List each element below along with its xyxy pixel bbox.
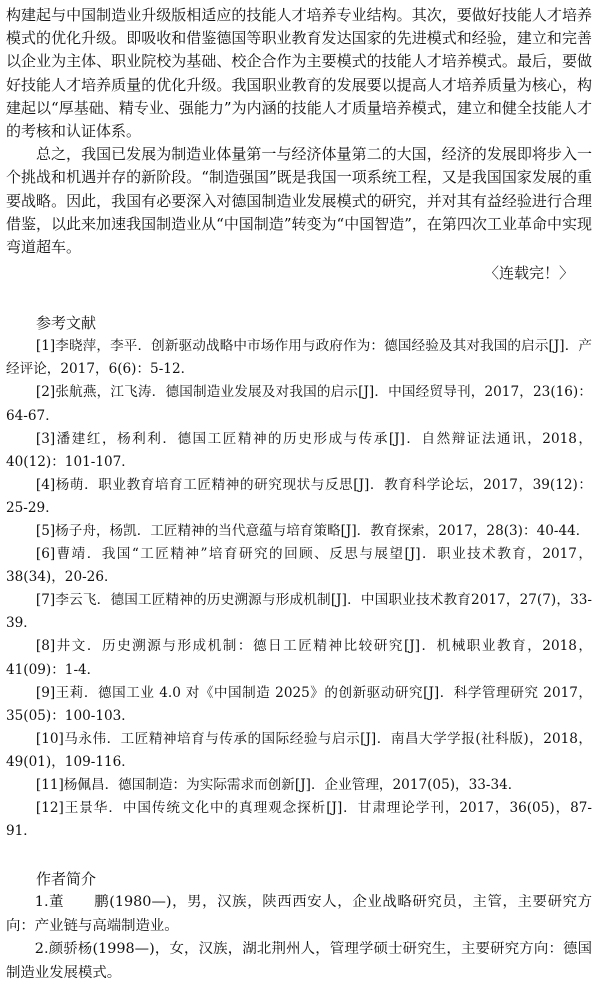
- author-bio-list: [6, 891, 592, 985]
- reference-item: [3]潘建红，杨利利．德国工匠精神的历史形成与传承[J]．自然辩证法通讯，2018，40(12)：101-107．: [6, 430, 592, 470]
- author-bio-item: 2.颜骄杨(1998—)，女，汉族，湖北荆州人，管理学硕士研究生，主要研究方向：德国制造业发展模式。: [6, 941, 592, 981]
- reference-item: [8]井文．历史溯源与形成机制：德日工匠精神比较研究[J]．机械职业教育，2018，41(09)：1-4．: [6, 638, 592, 678]
- reference-item: [10]马永伟．工匠精神培育与传承的国际经验与启示[J]．南昌大学学报(社科版)，2018，49(01)，109-116．: [6, 730, 592, 770]
- references-section: [6, 311, 592, 843]
- references-title: 参考文献: [36, 314, 97, 333]
- reference-item: [1]李晓萍，李平．创新驱动战略中市场作用与政府作为：德国经验及其对我国的启示[J]．产经评论，2017，6(6)：5-12．: [6, 338, 592, 378]
- reference-item: [9]王莉．德国工业 4.0 对《中国制造 2025》的创新驱动研究[J]．科学管理研究 2017，35(05)：100-103．: [6, 684, 592, 724]
- reference-item: [2]张航燕，江飞涛．德国制造业发展及对我国的启示[J]．中国经贸导刊，2017，23(16)：64-67．: [6, 384, 592, 424]
- author-bio-section: [6, 867, 592, 985]
- body-paragraph-continued: 构建起与中国制造业升级版相适应的技能人才培养专业结构。其次，要做好技能人才培养模式的优化升级。即吸收和借鉴德国等职业教育发达国家的先进模式和经验，建立和完善以企业为主体、职业院校为基础、校企合作为主要模式的技能人才培养模式。最后，要做好技能人才培养质量的优化升级。我国职业教育的发展要以提高人才培养质量为核心，构建起以“厚基础、精专业、强能力”为内涵的技能人才质量培养模式，建立和健全技能人才的考核和认证体系。: [6, 6, 592, 141]
- references-list: [6, 335, 592, 843]
- reference-item: [11]杨佩昌．德国制造：为实际需求而创新[J]．企业管理，2017(05)，33-34．: [35, 777, 522, 794]
- author-bio-title: 作者简介: [36, 870, 97, 889]
- reference-item: [12]王景华．中国传统文化中的真理观念探析[J]．甘肃理论学刊，2017，36(05)，87-91．: [6, 800, 592, 840]
- serial-end-mark: 〈连载完！〉: [483, 264, 574, 283]
- reference-item: [5]杨子舟，杨凯．工匠精神的当代意蕴与培育策略[J]．教育探索，2017，28(3)：40-44．: [35, 522, 590, 539]
- body-paragraph-conclusion: 总之，我国已发展为制造业体量第一与经济体量第二的大国，经济的发展即将步入一个挑战和机遇并存的新阶段。“制造强国”既是我国一项系统工程，又是我国国家发展的重要战略。因此，我国有必要深入对德国制造业发展模式的研究，并对其有益经验进行合理借鉴，以此来加速我国制造业从“中国制造”转变为“中国智造”，在第四次工业革命中实现弯道超车。: [6, 145, 592, 257]
- reference-item: [4]杨萌．职业教育培育工匠精神的研究现状与反思[J]．教育科学论坛，2017，39(12)：25-29．: [6, 476, 592, 516]
- reference-item: [6]曹靖．我国“工匠精神”培育研究的回顾、反思与展望[J]．职业技术教育，2017，38(34)，20-26．: [6, 546, 592, 586]
- reference-item: [7]李云飞．德国工匠精神的历史溯源与形成机制[J]．中国职业技术教育2017，27(7)，33-39．: [6, 592, 592, 632]
- author-bio-item: 1.董 鹏(1980—)，男，汉族，陕西西安人，企业战略研究员，主管，主要研究方向：产业链与高端制造业。: [6, 894, 592, 934]
